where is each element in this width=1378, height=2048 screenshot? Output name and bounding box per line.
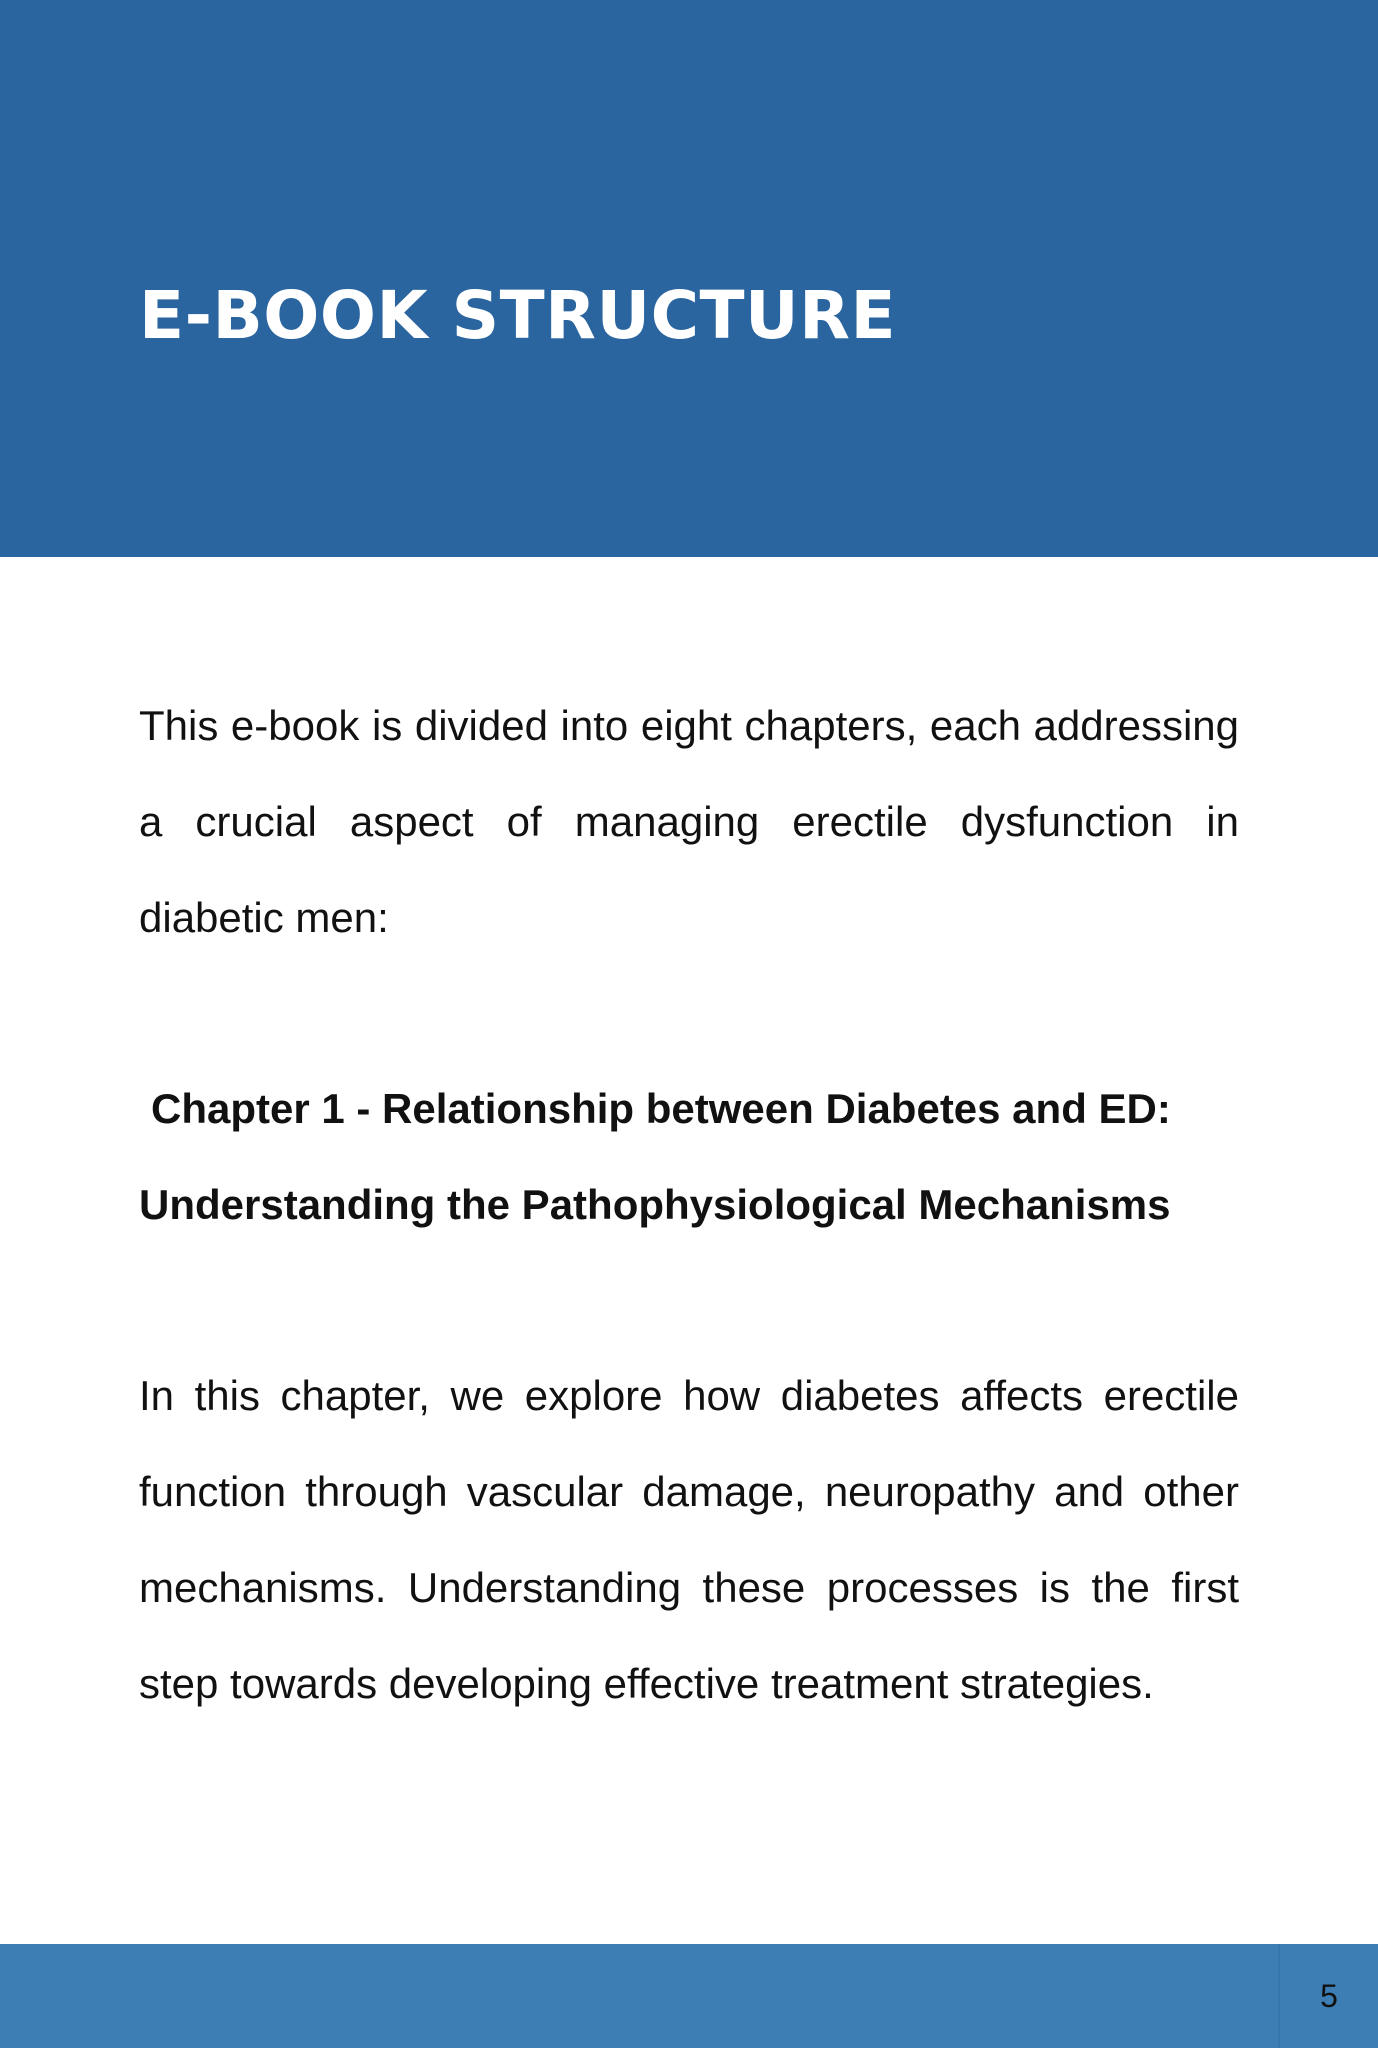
footer-banner: [0, 1944, 1378, 2048]
chapter-1-heading-line-1: Chapter 1 - Relationship between Diabetes and ED:: [151, 1085, 1171, 1132]
page-title: E-BOOK STRUCTURE: [139, 277, 897, 354]
chapter-1-heading: [139, 1061, 1239, 1253]
chapter-1-description: In this chapter, we explore how diabetes affects erectile function through vascular damage, neuropathy and other mechanisms. Understanding these processes is the first step towards developing effective treatment strategies.: [139, 1372, 1239, 1707]
page-number: 5: [1320, 1978, 1338, 2014]
header-banner: [0, 0, 1378, 557]
intro-paragraph: This e-book is divided into eight chapters, each addressing a crucial aspect of managing erectile dysfunction in diabetic men:: [139, 702, 1239, 941]
chapter-1-heading-line-2: Understanding the Pathophysiological Mechanisms: [139, 1181, 1171, 1228]
